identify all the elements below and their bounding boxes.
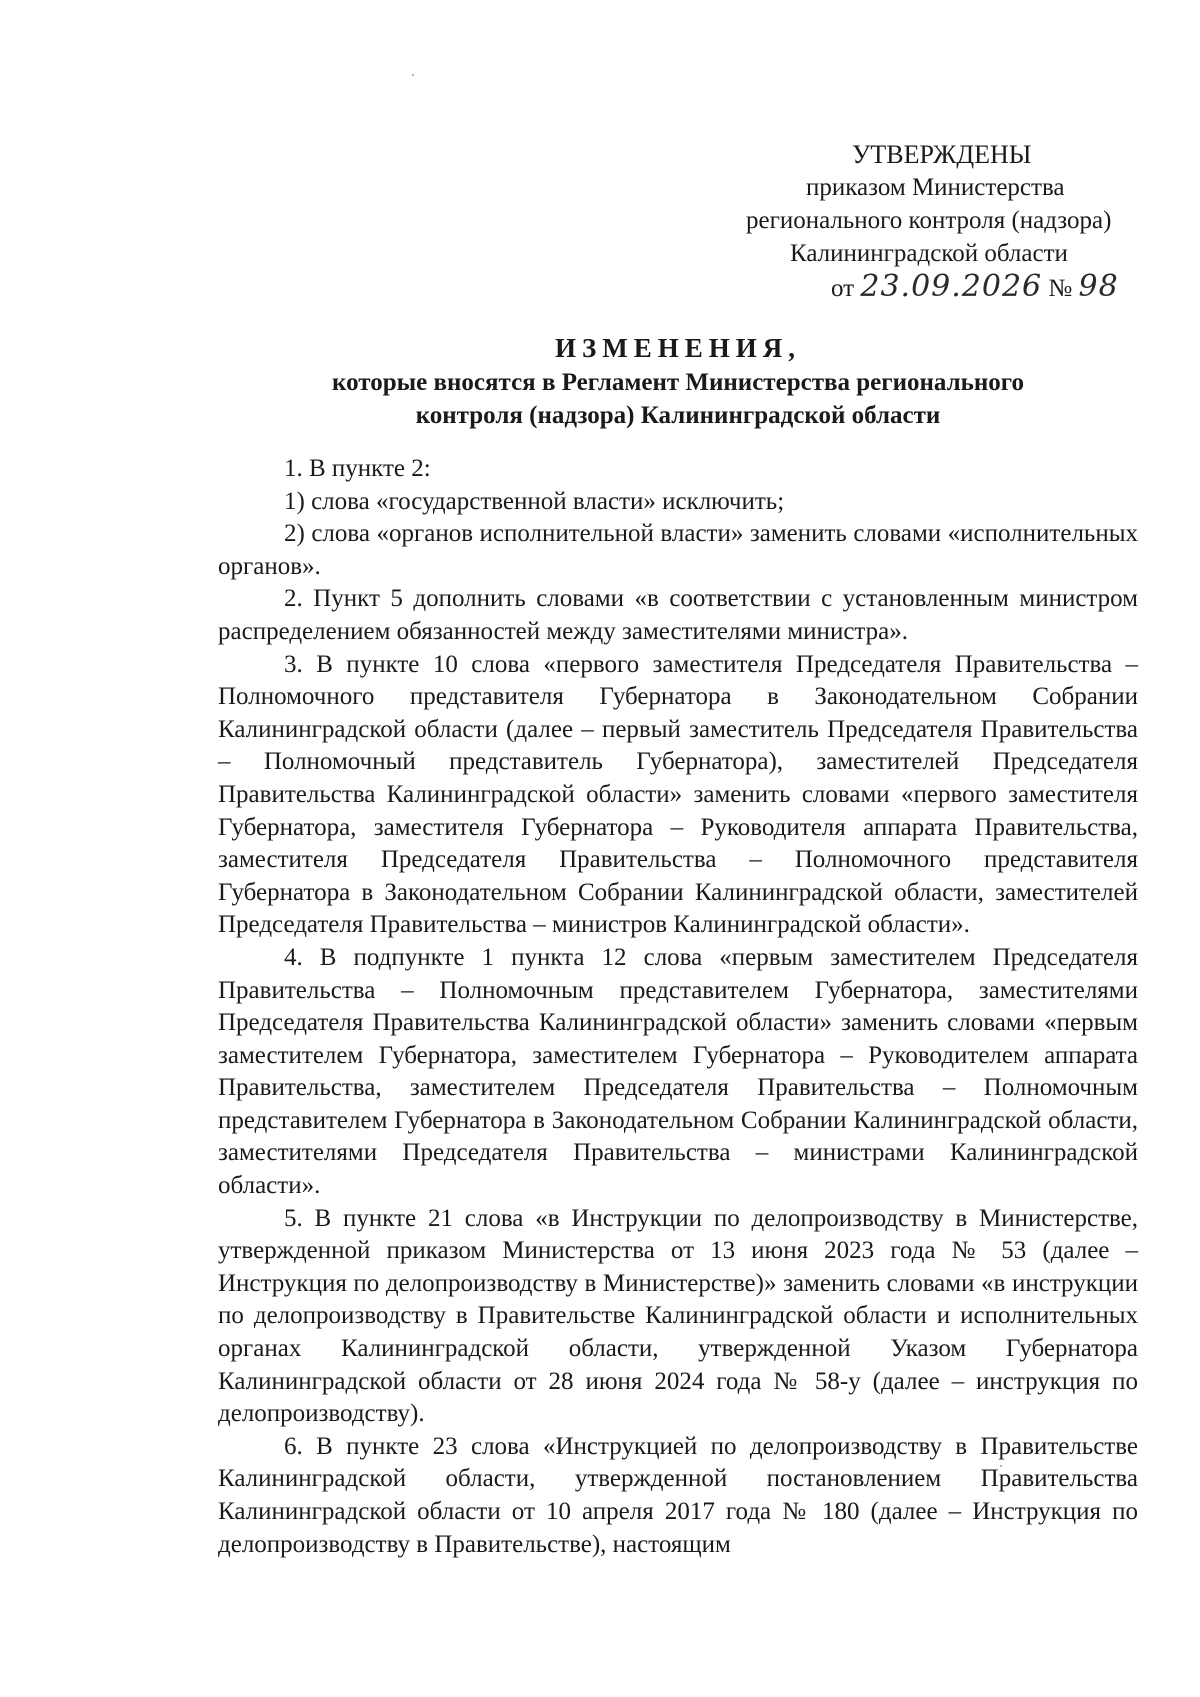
number-label: №	[1048, 275, 1073, 302]
paragraph-5: 5. В пункте 21 слова «в Инструкции по делопроизводству в Министерстве, утвержденной приказом Министерства от 13 июня 2023 года № 53 (далее – Инструкция по делопроизводству в Министерстве)» заменить словами «в инструкции по делопроизводству в Правительстве Калининградской области и исполнительных органах Калининградской области, утвержденной Указом Губернатора Калининградской области от 28 июня 2024 года № 58-у (далее – инструкция по делопроизводству).	[218, 1204, 1138, 1428]
approval-ministry-line: регионального контроля (надзора)	[746, 207, 1112, 234]
scan-speck	[412, 74, 414, 76]
document-body	[218, 453, 1138, 1561]
approval-region-line: Калининградской области	[790, 240, 1068, 267]
title-heading: ИЗМЕНЕНИЯ,	[554, 333, 801, 363]
handwritten-number: 98	[1078, 269, 1119, 304]
paragraph-1-sub-1: 1) слова «государственной власти» исключить;	[284, 487, 785, 515]
approval-date-line	[831, 270, 1160, 305]
paragraph-3: 3. В пункте 10 слова «первого заместителя Председателя Правительства – Полномочного представителя Губернатора в Законодательном Собрании Калининградской области (далее – первый заместитель Председателя Правительства – Полномочный представитель Губернатора), заместителей Председателя Правительства Калининградской области» заменить словами «первого заместителя Губернатора, заместителя Губернатора – Руководителя аппарата Правительства, заместителя Председателя Правительства – Полномочного представителя Губернатора в Законодательном Собрании Калининградской области, заместителей Председателя Правительства – министров Калининградской области».	[218, 650, 1138, 939]
paragraph-2: 2. Пункт 5 дополнить словами «в соответствии с установленным министром распределением обязанностей между заместителями министра».	[218, 585, 1138, 645]
approval-heading: УТВЕРЖДЕНЫ	[852, 140, 1032, 169]
from-label: от	[831, 275, 855, 302]
approval-order-line: приказом Министерства	[806, 174, 1065, 201]
paragraph-4: 4. В подпункте 1 пункта 12 слова «первым заместителем Председателя Правительства – Полномочным представителем Губернатора, заместителями Председателя Правительства Калининградской области» заменить словами «первым заместителем Губернатора, заместителем Губернатора – Руководителем аппарата Правительства, заместителем Председателя Правительства – Полномочным представителем Губернатора в Законодательном Собрании Калининградской области, заместителями Председателя Правительства – министрами Калининградской области».	[218, 943, 1138, 1200]
title-subtitle-line2: контроля (надзора) Калининградской области	[415, 402, 941, 429]
handwritten-date: 23.09.2026	[860, 269, 1043, 304]
document-title	[218, 330, 1138, 432]
title-subtitle-line1: которые вносятся в Регламент Министерства регионального	[332, 369, 1024, 396]
approval-stamp-block	[700, 138, 1160, 305]
paragraph-6: 6. В пункте 23 слова «Инструкцией по делопроизводству в Правительстве Калининградской области, утвержденной постановлением Правительства Калининградской области от 10 апреля 2017 года № 180 (далее – Инструкция по делопроизводству в Правительстве), настоящим	[218, 1432, 1138, 1558]
paragraph-1-sub-2: 2) слова «органов исполнительной власти» заменить словами «исполнительных органов».	[218, 520, 1138, 580]
paragraph-1: 1. В пункте 2:	[284, 455, 431, 482]
